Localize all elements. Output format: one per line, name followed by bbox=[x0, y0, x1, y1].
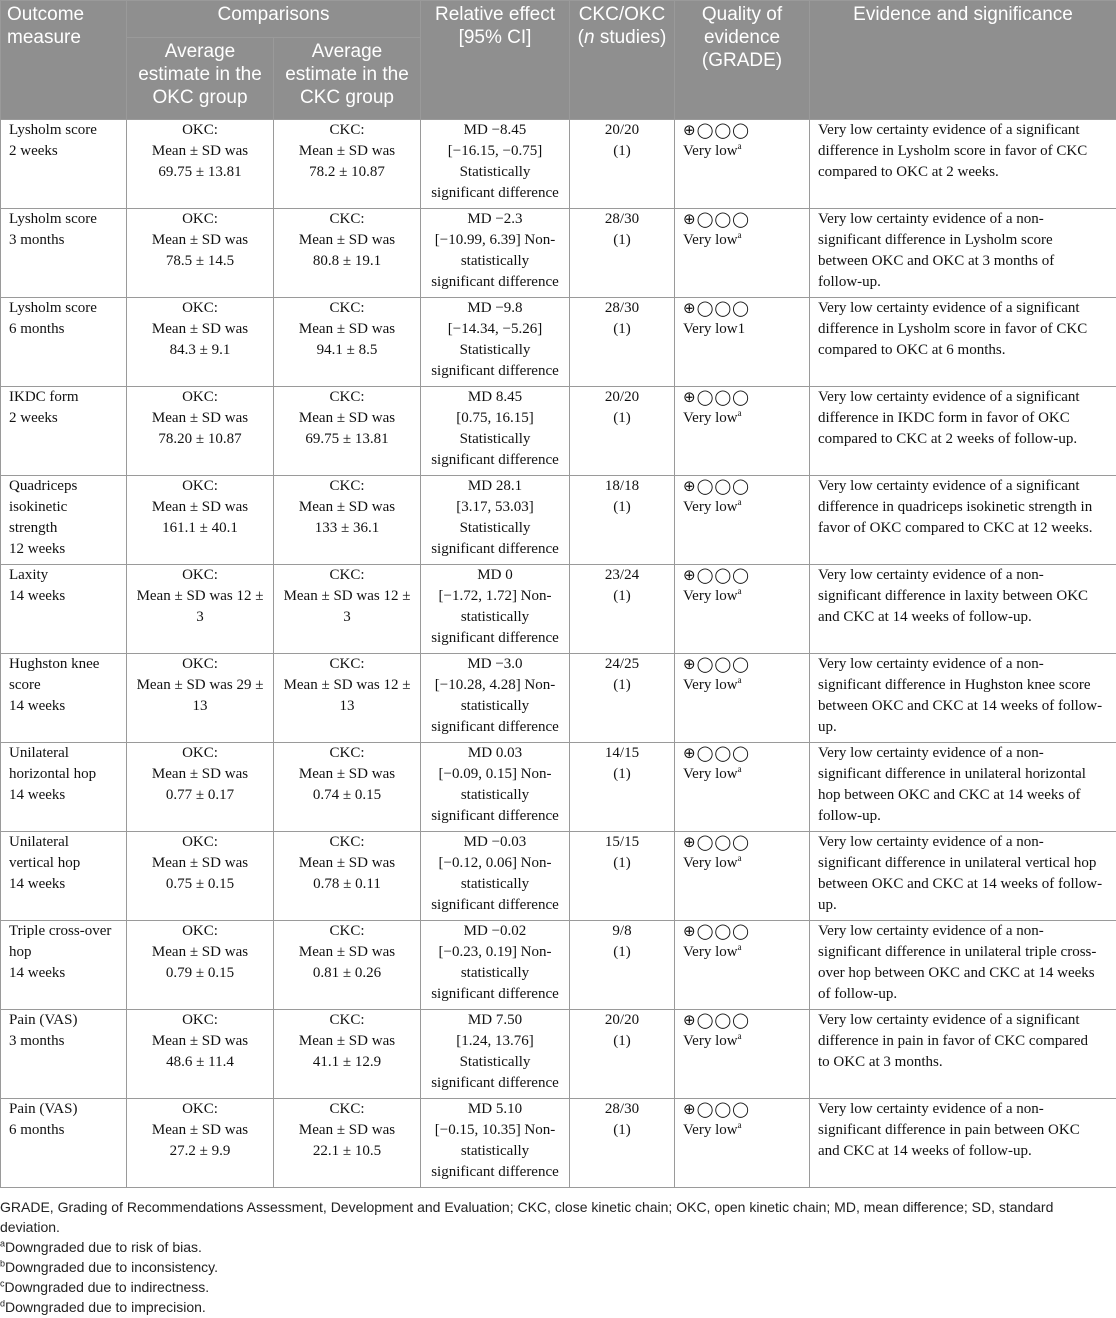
quality-label: Very low bbox=[683, 1122, 738, 1138]
footnote-d: $^d$Downgraded due to imprecision. bbox=[0, 1298, 206, 1315]
evidence-cell: Very low certainty evidence of a non- significant difference in Lysholm score between OKC and OKC at 3 months of follow-up. bbox=[810, 209, 1116, 298]
outcome-cell: Lysholm score 3 months bbox=[1, 209, 127, 298]
table-footnotes bbox=[0, 1197, 1112, 1317]
relative-effect-cell: MD −0.02 [−0.23, 0.19] Non- statistically significant difference bbox=[421, 921, 570, 1010]
header-studies: CKC/OKC (n studies) bbox=[570, 1, 675, 120]
grade-certainty-icon: ⊕◯◯◯ bbox=[683, 388, 750, 406]
quality-cell bbox=[675, 476, 810, 565]
studies-cell: 20/20 (1) bbox=[570, 387, 675, 476]
header-evidence: Evidence and significance bbox=[810, 1, 1116, 120]
header-ckc-estimate: Average estimate in the CKC group bbox=[274, 38, 421, 120]
evidence-cell: Very low certainty evidence of a significant difference in quadriceps isokinetic strength in favor of OKC compared to CKC at 12 weeks. bbox=[810, 476, 1116, 565]
ckc-estimate-cell: CKC: Mean ± SD was 12 ± 3 bbox=[274, 565, 421, 654]
quality-footnote-marker: a bbox=[737, 141, 742, 151]
outcome-cell: Unilateral vertical hop 14 weeks bbox=[1, 832, 127, 921]
quality-footnote-marker: a bbox=[737, 497, 742, 507]
relative-effect-cell: MD 28.1 [3.17, 53.03] Statistically significant difference bbox=[421, 476, 570, 565]
outcome-cell: Triple cross-over hop 14 weeks bbox=[1, 921, 127, 1010]
table-row bbox=[1, 476, 1116, 565]
ckc-estimate-cell: CKC: Mean ± SD was 0.81 ± 0.26 bbox=[274, 921, 421, 1010]
table-row bbox=[1, 832, 1116, 921]
ckc-estimate-cell: CKC: Mean ± SD was 22.1 ± 10.5 bbox=[274, 1099, 421, 1188]
relative-effect-cell: MD −2.3 [−10.99, 6.39] Non- statistically significant difference bbox=[421, 209, 570, 298]
grade-certainty-icon: ⊕◯◯◯ bbox=[683, 744, 750, 762]
ckc-estimate-cell: CKC: Mean ± SD was 78.2 ± 10.87 bbox=[274, 120, 421, 209]
ckc-estimate-cell: CKC: Mean ± SD was 0.78 ± 0.11 bbox=[274, 832, 421, 921]
quality-footnote-marker: a bbox=[737, 1120, 742, 1130]
header-comparisons: Comparisons bbox=[127, 1, 421, 38]
footnote-a: $^a$Downgraded due to risk of bias. bbox=[0, 1238, 202, 1255]
evidence-cell: Very low certainty evidence of a non- significant difference in Hughston knee score between OKC and CKC at 14 weeks of follow- up. bbox=[810, 654, 1116, 743]
relative-effect-cell: MD −3.0 [−10.28, 4.28] Non- statistically significant difference bbox=[421, 654, 570, 743]
table-header bbox=[1, 1, 1116, 120]
header-studies-n: n bbox=[583, 27, 595, 48]
table-row bbox=[1, 743, 1116, 832]
okc-estimate-cell: OKC: Mean ± SD was 0.77 ± 0.17 bbox=[127, 743, 274, 832]
quality-label: Very low bbox=[683, 1033, 738, 1049]
relative-effect-cell: MD −8.45 [−16.15, −0.75] Statistically significant difference bbox=[421, 120, 570, 209]
grade-certainty-icon: ⊕◯◯◯ bbox=[683, 655, 750, 673]
table-row bbox=[1, 120, 1116, 209]
quality-footnote-marker: a bbox=[737, 230, 742, 240]
okc-estimate-cell: OKC: Mean ± SD was 78.20 ± 10.87 bbox=[127, 387, 274, 476]
okc-estimate-cell: OKC: Mean ± SD was 161.1 ± 40.1 bbox=[127, 476, 274, 565]
studies-cell: 14/15 (1) bbox=[570, 743, 675, 832]
outcome-cell: Hughston knee score 14 weeks bbox=[1, 654, 127, 743]
header-studies-paren-open: ( bbox=[577, 27, 584, 48]
okc-estimate-cell: OKC: Mean ± SD was 78.5 ± 14.5 bbox=[127, 209, 274, 298]
outcome-cell: Lysholm score 6 months bbox=[1, 298, 127, 387]
footnote-abbreviations: GRADE, Grading of Recommendations Assessment, Development and Evaluation; CKC, close kinetic chain; OKC, open kinetic chain; MD, mean difference; SD, standard deviation. bbox=[0, 1199, 1054, 1235]
header-relative-effect: Relative effect [95% CI] bbox=[421, 1, 570, 120]
studies-cell: 28/30 (1) bbox=[570, 298, 675, 387]
evidence-cell: Very low certainty evidence of a significant difference in Lysholm score in favor of CKC compared to OKC at 2 weeks. bbox=[810, 120, 1116, 209]
quality-cell bbox=[675, 120, 810, 209]
quality-footnote-marker: a bbox=[737, 942, 742, 952]
quality-cell bbox=[675, 743, 810, 832]
outcome-cell: Quadriceps isokinetic strength 12 weeks bbox=[1, 476, 127, 565]
grade-certainty-icon: ⊕◯◯◯ bbox=[683, 833, 750, 851]
quality-label: Very low bbox=[683, 766, 738, 782]
table-row bbox=[1, 565, 1116, 654]
studies-cell: 15/15 (1) bbox=[570, 832, 675, 921]
ckc-estimate-cell: CKC: Mean ± SD was 133 ± 36.1 bbox=[274, 476, 421, 565]
table-body bbox=[1, 120, 1116, 1188]
outcome-cell: Laxity 14 weeks bbox=[1, 565, 127, 654]
footnote-c: $^c$Downgraded due to indirectness. bbox=[0, 1278, 210, 1295]
okc-estimate-cell: OKC: Mean ± SD was 69.75 ± 13.81 bbox=[127, 120, 274, 209]
grade-certainty-icon: ⊕◯◯◯ bbox=[683, 922, 750, 940]
okc-estimate-cell: OKC: Mean ± SD was 0.75 ± 0.15 bbox=[127, 832, 274, 921]
okc-estimate-cell: OKC: Mean ± SD was 27.2 ± 9.9 bbox=[127, 1099, 274, 1188]
outcome-cell: Unilateral horizontal hop 14 weeks bbox=[1, 743, 127, 832]
quality-label: Very low bbox=[683, 410, 738, 426]
quality-cell bbox=[675, 387, 810, 476]
quality-footnote-marker: a bbox=[737, 1031, 742, 1041]
okc-estimate-cell: OKC: Mean ± SD was 0.79 ± 0.15 bbox=[127, 921, 274, 1010]
evidence-cell: Very low certainty evidence of a non- significant difference in pain between OKC and CKC at 14 weeks of follow-up. bbox=[810, 1099, 1116, 1188]
studies-cell: 18/18 (1) bbox=[570, 476, 675, 565]
relative-effect-cell: MD 8.45 [0.75, 16.15] Statistically significant difference bbox=[421, 387, 570, 476]
ckc-estimate-cell: CKC: Mean ± SD was 94.1 ± 8.5 bbox=[274, 298, 421, 387]
ckc-estimate-cell: CKC: Mean ± SD was 12 ± 13 bbox=[274, 654, 421, 743]
ckc-estimate-cell: CKC: Mean ± SD was 69.75 ± 13.81 bbox=[274, 387, 421, 476]
quality-label: Very low bbox=[683, 944, 738, 960]
table-row bbox=[1, 387, 1116, 476]
quality-footnote-marker: a bbox=[737, 675, 742, 685]
quality-cell bbox=[675, 565, 810, 654]
grade-certainty-icon: ⊕◯◯◯ bbox=[683, 121, 750, 139]
studies-cell: 24/25 (1) bbox=[570, 654, 675, 743]
outcome-cell: Pain (VAS) 3 months bbox=[1, 1010, 127, 1099]
quality-footnote-marker: a bbox=[737, 586, 742, 596]
ckc-estimate-cell: CKC: Mean ± SD was 0.74 ± 0.15 bbox=[274, 743, 421, 832]
quality-label: Very low bbox=[683, 855, 738, 871]
footnote-b: $^b$Downgraded due to inconsistency. bbox=[0, 1258, 218, 1275]
table-row bbox=[1, 1099, 1116, 1188]
header-okc-estimate: Average estimate in the OKC group bbox=[127, 38, 274, 120]
table-row bbox=[1, 1010, 1116, 1099]
relative-effect-cell: MD 0 [−1.72, 1.72] Non- statistically significant difference bbox=[421, 565, 570, 654]
quality-cell bbox=[675, 298, 810, 387]
grade-certainty-icon: ⊕◯◯◯ bbox=[683, 1100, 750, 1118]
evidence-cell: Very low certainty evidence of a non- significant difference in unilateral triple cross- over hop between OKC and CKC at 14 weeks of follow-up. bbox=[810, 921, 1116, 1010]
quality-cell bbox=[675, 921, 810, 1010]
quality-label: Very low bbox=[683, 499, 738, 515]
outcome-cell: IKDC form 2 weeks bbox=[1, 387, 127, 476]
quality-footnote-marker: a bbox=[737, 408, 742, 418]
quality-cell bbox=[675, 832, 810, 921]
studies-cell: 20/20 (1) bbox=[570, 120, 675, 209]
evidence-cell: Very low certainty evidence of a significant difference in IKDC form in favor of OKC compared to CKC at 2 weeks of follow-up. bbox=[810, 387, 1116, 476]
relative-effect-cell: MD 0.03 [−0.09, 0.15] Non- statistically significant difference bbox=[421, 743, 570, 832]
grade-certainty-icon: ⊕◯◯◯ bbox=[683, 1011, 750, 1029]
studies-cell: 28/30 (1) bbox=[570, 1099, 675, 1188]
quality-cell bbox=[675, 654, 810, 743]
quality-label: Very low bbox=[683, 232, 738, 248]
quality-label: Very low bbox=[683, 677, 738, 693]
table-row bbox=[1, 298, 1116, 387]
quality-cell bbox=[675, 1010, 810, 1099]
evidence-cell: Very low certainty evidence of a significant difference in Lysholm score in favor of CKC compared to OKC at 6 months. bbox=[810, 298, 1116, 387]
studies-cell: 20/20 (1) bbox=[570, 1010, 675, 1099]
quality-cell bbox=[675, 209, 810, 298]
quality-cell bbox=[675, 1099, 810, 1188]
ckc-estimate-cell: CKC: Mean ± SD was 80.8 ± 19.1 bbox=[274, 209, 421, 298]
header-studies-suffix: studies) bbox=[594, 27, 667, 48]
grade-certainty-icon: ⊕◯◯◯ bbox=[683, 477, 750, 495]
outcome-cell: Pain (VAS) 6 months bbox=[1, 1099, 127, 1188]
evidence-cell: Very low certainty evidence of a significant difference in pain in favor of CKC compared to OKC at 3 months. bbox=[810, 1010, 1116, 1099]
evidence-cell: Very low certainty evidence of a non- significant difference in unilateral horizontal hop between OKC and CKC at 14 weeks of follow-up. bbox=[810, 743, 1116, 832]
relative-effect-cell: MD 5.10 [−0.15, 10.35] Non- statistically significant difference bbox=[421, 1099, 570, 1188]
evidence-cell: Very low certainty evidence of a non- significant difference in unilateral vertical hop between OKC and CKC at 14 weeks of follow- up. bbox=[810, 832, 1116, 921]
quality-footnote-marker: a bbox=[737, 853, 742, 863]
table-row bbox=[1, 654, 1116, 743]
header-quality: Quality of evidence (GRADE) bbox=[675, 1, 810, 120]
studies-cell: 28/30 (1) bbox=[570, 209, 675, 298]
evidence-cell: Very low certainty evidence of a non- significant difference in laxity between OKC and CKC at 14 weeks of follow-up. bbox=[810, 565, 1116, 654]
quality-footnote-marker: a bbox=[737, 764, 742, 774]
studies-cell: 9/8 (1) bbox=[570, 921, 675, 1010]
quality-label: Very low1 bbox=[683, 321, 746, 337]
studies-cell: 23/24 (1) bbox=[570, 565, 675, 654]
grade-certainty-icon: ⊕◯◯◯ bbox=[683, 210, 750, 228]
quality-label: Very low bbox=[683, 143, 738, 159]
relative-effect-cell: MD 7.50 [1.24, 13.76] Statistically significant difference bbox=[421, 1010, 570, 1099]
relative-effect-cell: MD −0.03 [−0.12, 0.06] Non- statistically significant difference bbox=[421, 832, 570, 921]
ckc-estimate-cell: CKC: Mean ± SD was 41.1 ± 12.9 bbox=[274, 1010, 421, 1099]
grade-certainty-icon: ⊕◯◯◯ bbox=[683, 566, 750, 584]
outcome-cell: Lysholm score 2 weeks bbox=[1, 120, 127, 209]
header-outcome: Outcome measure bbox=[1, 1, 127, 120]
table-row bbox=[1, 921, 1116, 1010]
relative-effect-cell: MD −9.8 [−14.34, −5.26] Statistically significant difference bbox=[421, 298, 570, 387]
okc-estimate-cell: OKC: Mean ± SD was 48.6 ± 11.4 bbox=[127, 1010, 274, 1099]
okc-estimate-cell: OKC: Mean ± SD was 84.3 ± 9.1 bbox=[127, 298, 274, 387]
quality-label: Very low bbox=[683, 588, 738, 604]
grade-certainty-icon: ⊕◯◯◯ bbox=[683, 299, 750, 317]
okc-estimate-cell: OKC: Mean ± SD was 12 ± 3 bbox=[127, 565, 274, 654]
table-row bbox=[1, 209, 1116, 298]
okc-estimate-cell: OKC: Mean ± SD was 29 ± 13 bbox=[127, 654, 274, 743]
